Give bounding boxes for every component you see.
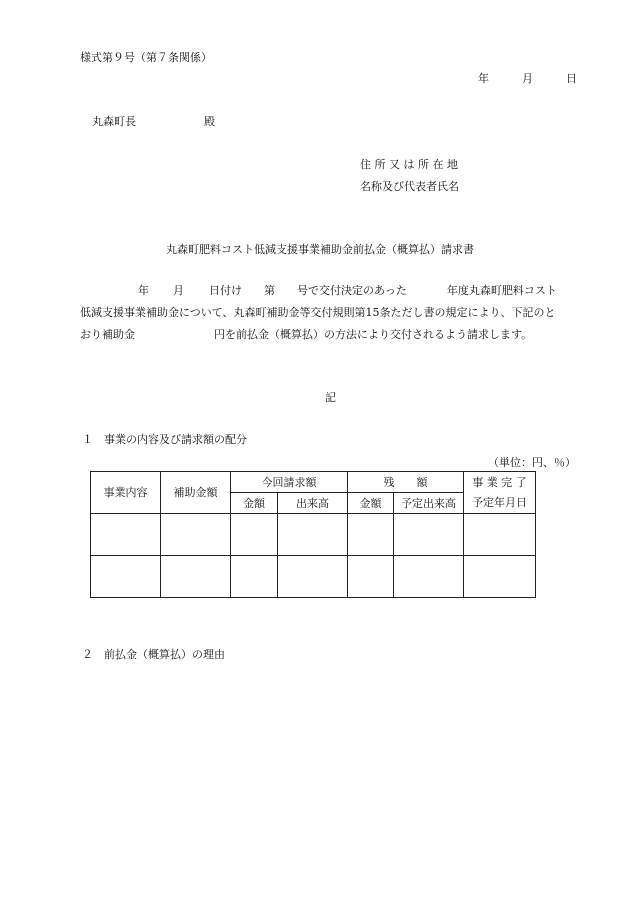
col-complete-date	[464, 472, 536, 514]
body-line-2: 低減支援事業補助金について、丸森町補助金等交付規則第15条ただし書の規定により、下記のと	[80, 306, 556, 319]
col-complete-line1: 事 業 完 了	[472, 475, 527, 489]
sub-planned-progress: 予定出来高	[394, 493, 464, 514]
cell-complete-date[interactable]	[464, 556, 536, 598]
body-grant-label: おり補助金	[80, 328, 135, 341]
cell-remaining-progress[interactable]	[394, 514, 464, 556]
document-title: 丸森町肥料コスト低減支援事業補助金前払金（概算払）請求書	[166, 243, 474, 256]
section2-heading: ２ 前払金（概算払）の理由	[82, 648, 225, 661]
addressee-honorific: 殿	[204, 115, 215, 128]
table-header-row	[91, 472, 536, 493]
sub-amount-remaining: 金額	[348, 493, 394, 514]
date-year: 年	[478, 72, 489, 85]
applicant-name-label: 名称及び代表者氏名	[360, 180, 459, 193]
cell-content[interactable]	[91, 556, 161, 598]
table-row	[91, 514, 536, 556]
cell-request-progress[interactable]	[278, 514, 348, 556]
addressee-name: 丸森町長	[92, 115, 136, 128]
body-line-1	[80, 285, 557, 296]
col-complete-line2: 予定年月日	[472, 495, 527, 509]
sub-progress: 出来高	[278, 493, 348, 514]
cell-request-amount[interactable]	[231, 514, 278, 556]
cell-remaining-progress[interactable]	[394, 556, 464, 598]
body-request-text: 円を前払金（概算払）の方法により交付されるよう請求します。	[214, 328, 533, 341]
cell-complete-date[interactable]	[464, 514, 536, 556]
applicant-address-label: 住 所 又 は 所 在 地	[360, 158, 458, 171]
blank-month: 月	[173, 284, 184, 297]
cell-remaining-amount[interactable]	[348, 556, 394, 598]
cell-request-amount[interactable]	[231, 556, 278, 598]
ki-mark: 記	[325, 391, 336, 404]
col-request: 今回請求額	[231, 472, 348, 493]
blank-fiscal-year: 年度丸森町肥料コスト	[446, 284, 557, 297]
section1-heading: １ 事業の内容及び請求額の配分	[82, 433, 247, 446]
date-day: 日	[566, 72, 577, 85]
form-number: 様式第９号（第７条関係）	[80, 51, 212, 64]
date-line	[478, 73, 577, 84]
blank-number-prefix: 第	[264, 284, 275, 297]
cell-grant[interactable]	[161, 514, 231, 556]
col-content: 事業内容	[91, 472, 161, 514]
blank-date-ref: 日付け	[209, 284, 242, 297]
allocation-table	[90, 471, 536, 598]
cell-remaining-amount[interactable]	[348, 514, 394, 556]
cell-content[interactable]	[91, 514, 161, 556]
unit-note: （単位：円、％）	[488, 456, 576, 469]
blank-number-suffix: 号で交付決定のあった	[297, 284, 407, 297]
col-grant: 補助金額	[161, 472, 231, 514]
blank-year: 年	[138, 284, 149, 297]
sub-amount: 金額	[231, 493, 278, 514]
cell-grant[interactable]	[161, 556, 231, 598]
table-row	[91, 556, 536, 598]
col-remaining: 残 額	[348, 472, 464, 493]
addressee	[92, 116, 215, 127]
cell-request-progress[interactable]	[278, 556, 348, 598]
body-line-3	[80, 329, 532, 340]
date-month: 月	[522, 72, 533, 85]
